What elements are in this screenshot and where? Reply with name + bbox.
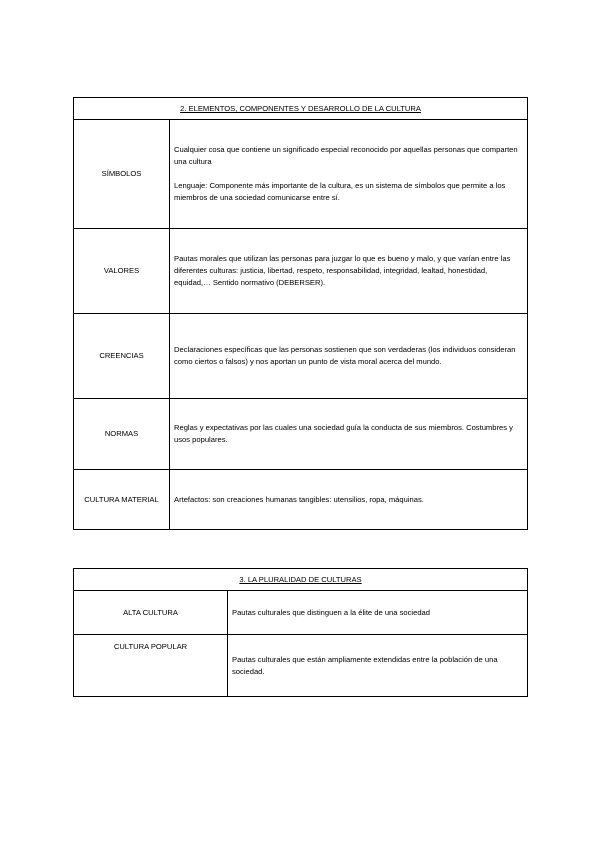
table-row bbox=[74, 399, 528, 470]
row-content-alta-cultura: Pautas culturales que distinguen a la élite de una sociedad bbox=[228, 591, 528, 635]
row-content-cultura-material bbox=[170, 470, 528, 530]
row-content-cultura-popular: Pautas culturales que están ampliamente extendidas entre la población de una sociedad. bbox=[228, 635, 528, 697]
pluralidad-table bbox=[73, 568, 528, 697]
table-row bbox=[74, 635, 528, 697]
cultura-material-text: Artefactos: son creaciones humanas tangibles: utensilios, ropa, máquinas. bbox=[174, 494, 424, 504]
row-label-cultura-material: CULTURA MATERIAL bbox=[74, 470, 170, 530]
table-row bbox=[74, 229, 528, 314]
table-row bbox=[74, 314, 528, 399]
elements-table bbox=[73, 97, 528, 530]
table-row bbox=[74, 120, 528, 229]
normas-text: Reglas y expectativas por las cuales una sociedad guía la conducta de sus miembros. Costumbres y usos populares. bbox=[174, 423, 513, 444]
section-2-title: 2. ELEMENTOS, COMPONENTES Y DESARROLLO DE LA CULTURA bbox=[74, 98, 528, 120]
row-label-alta-cultura: ALTA CULTURA bbox=[74, 591, 228, 635]
row-content-valores bbox=[170, 229, 528, 314]
row-label-valores: VALORES bbox=[74, 229, 170, 314]
table-row bbox=[74, 470, 528, 530]
row-content-normas bbox=[170, 399, 528, 470]
row-label-simbolos: SÍMBOLOS bbox=[74, 120, 170, 229]
simbolos-definition: Cualquier cosa que contiene un significado especial reconocido por aquellas personas que comparten una cultura bbox=[174, 145, 518, 166]
row-content-simbolos bbox=[170, 120, 528, 229]
table-row bbox=[74, 591, 528, 635]
simbolos-lenguaje: Lenguaje: Componente más importante de la cultura, es un sistema de símbolos que permite a los miembros de una sociedad comunicarse entre sí. bbox=[174, 181, 506, 202]
creencias-text: Declaraciones específicas que las personas sostienen que son verdaderas (los individuos consideran como ciertos o falsos) y nos aportan un punto de vista moral acerca del mundo. bbox=[174, 345, 516, 366]
row-label-creencias: CREENCIAS bbox=[74, 314, 170, 399]
section-3-title: 3. LA PLURALIDAD DE CULTURAS bbox=[74, 569, 528, 591]
row-content-creencias bbox=[170, 314, 528, 399]
row-label-normas: NORMAS bbox=[74, 399, 170, 470]
row-label-cultura-popular: CULTURA POPULAR bbox=[74, 635, 228, 697]
valores-text: Pautas morales que utilizan las personas para juzgar lo que es bueno y malo, y que varían entre las diferentes culturas: justicia, libertad, respeto, responsabilidad, integridad, lealtad, honestidad, equidad,… Sentido normativo (DEBERSER). bbox=[174, 254, 511, 287]
